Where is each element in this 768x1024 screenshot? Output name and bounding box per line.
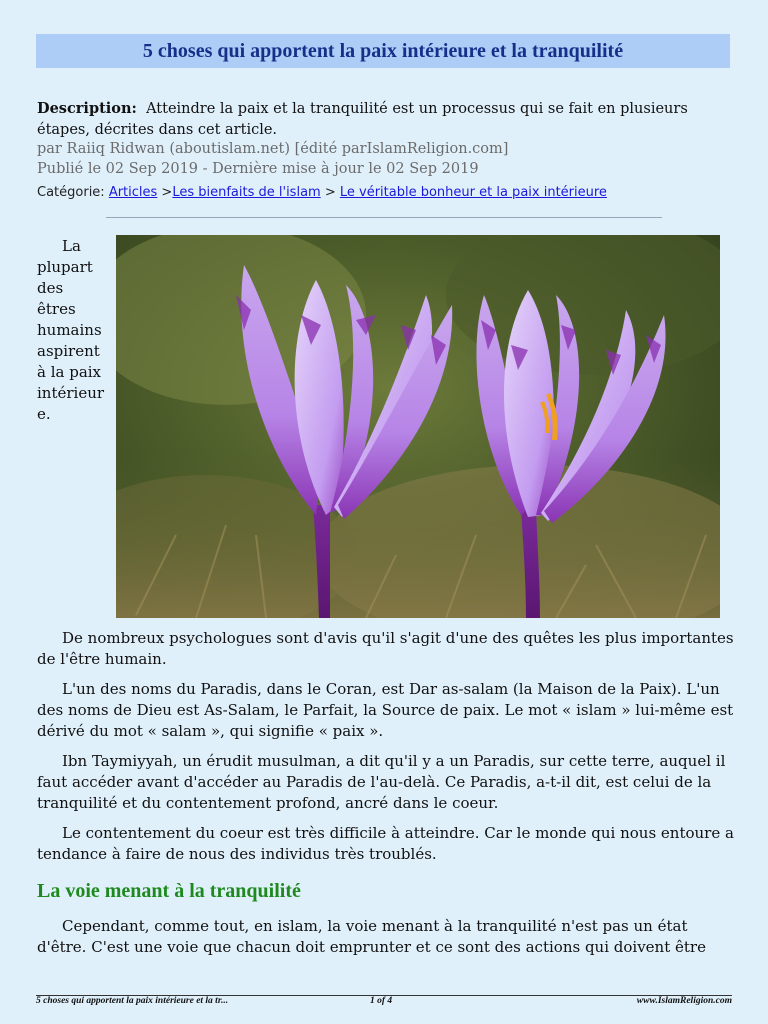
crocus-photo <box>116 235 720 618</box>
category-link-bonheur[interactable]: Le véritable bonheur et la paix intérieure <box>339 185 607 200</box>
side-text-line: La <box>62 237 81 255</box>
side-text-line: intérieur <box>37 384 105 402</box>
page-footer <box>36 996 732 1010</box>
category-link-bienfaits[interactable]: Les bienfaits de l'islam <box>172 185 321 200</box>
crocus-flowers-photo-icon <box>116 235 720 618</box>
category-breadcrumb <box>37 184 737 202</box>
paragraph: L'un des noms du Paradis, dans le Coran, est Dar as-salam (la Maison de la Paix). L'un des noms de Dieu est As-Salam, le Parfait, la Source de paix. Le mot « islam » lui-même est dérivé du mot « salam », qui signifie « paix ». <box>37 680 734 740</box>
published-line: Publié le 02 Sep 2019 - Dernière mise à jour le 02 Sep 2019 <box>37 161 479 177</box>
side-text-line: humains <box>37 321 102 339</box>
side-text-line: plupart <box>37 258 93 276</box>
author-line: par Raiiq Ridwan (aboutislam.net) [édité parIslamReligion.com] <box>37 141 509 157</box>
section-heading: La voie menant à la tranquilité <box>37 880 301 902</box>
page-title: 5 choses qui apportent la paix intérieure et la tranquilité <box>142 39 624 62</box>
description-label: Description: <box>37 100 137 117</box>
side-text-line: êtres <box>37 300 76 318</box>
paragraph: Ibn Taymiyyah, un érudit musulman, a dit qu'il y a un Paradis, sur cette terre, auquel il faut accéder avant d'accéder au Paradis de l'au-delà. Ce Paradis, a-t-il dit, est celui de la tranquilité et du contentement profond, ancré dans le coeur. <box>37 752 726 812</box>
side-text-line: à la paix <box>37 363 102 381</box>
paragraph: Cependant, comme tout, en islam, la voie menant à la tranquilité n'est pas un état d'être. C'est une voie que chacun doit emprunter et ce sont des actions qui doivent être <box>37 917 706 956</box>
side-text-line: e. <box>37 405 51 423</box>
breadcrumb-separator: > <box>157 185 173 200</box>
category-link-articles[interactable]: Articles <box>108 185 158 200</box>
category-label: Catégorie: <box>37 185 109 200</box>
divider <box>106 217 662 218</box>
footer-title: 5 choses qui apportent la paix intérieure et la tr... <box>36 996 229 1006</box>
footer-site: www.IslamReligion.com <box>636 996 732 1006</box>
side-text-line: aspirent <box>37 342 100 360</box>
breadcrumb-separator: > <box>320 185 340 200</box>
description-text: Atteindre la paix et la tranquilité est un processus qui se fait en plusieurs étapes, décrites dans cet article. <box>37 101 688 138</box>
footer-page-number: 1 of 4 <box>370 996 393 1006</box>
article-meta <box>37 139 737 179</box>
description <box>37 98 737 141</box>
paragraph: Le contentement du coeur est très difficile à atteindre. Car le monde qui nous entoure a tendance à faire de nous des individus très troublés. <box>37 824 734 863</box>
title-banner <box>36 34 730 68</box>
side-text-line: des <box>37 279 64 297</box>
article-body <box>37 628 737 874</box>
intro-side-text <box>37 236 109 425</box>
article-body-continued <box>37 916 737 967</box>
paragraph: De nombreux psychologues sont d'avis qu'il s'agit d'une des quêtes les plus importantes de l'être humain. <box>37 629 734 668</box>
